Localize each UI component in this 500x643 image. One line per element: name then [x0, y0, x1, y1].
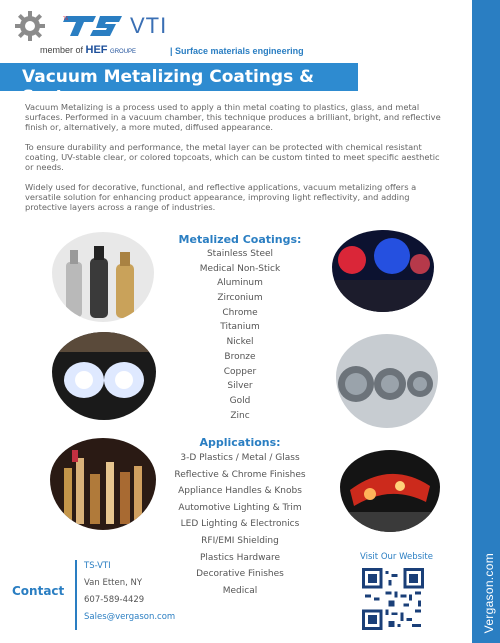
contact-details — [84, 558, 175, 626]
list-item: Automotive Lighting & Trim — [178, 502, 302, 513]
contact-divider — [75, 560, 77, 630]
police-lights-photo — [332, 230, 434, 312]
list-item: Stainless Steel — [206, 249, 274, 259]
phone-number[interactable]: 607-589-4429 — [84, 595, 145, 605]
intro-paragraph: Widely used for decorative, functional, and reflective applications, vacuum metalizing offers a versatile solution for enhancing product appearance, improving light reflectivity, and adding protective layers across a range of industries. — [25, 182, 417, 212]
cosmetics-photo — [50, 438, 156, 530]
list-item: Zirconium — [217, 293, 263, 304]
list-item: Decorative Finishes — [196, 569, 284, 580]
list-item: Medical — [222, 585, 258, 596]
coatings-list — [150, 233, 330, 423]
intro-paragraph: Vacuum Metalizing is a process used to apply a thin metal coating to plastics, glass, and metal surfaces. Performed in a vacuum chamber, this technique produces a brilliant, bright, and reflective finish or, alternatively, a more muted, diffused appearance. — [25, 102, 441, 132]
visit-website-label[interactable]: Visit Our Website — [360, 552, 433, 562]
intro-text — [25, 102, 445, 222]
coatings-heading: Metalized Coatings: — [178, 233, 302, 246]
hef-brand: HEF — [85, 44, 108, 56]
company-location: Van Etten, NY — [84, 578, 143, 588]
list-item: 3-D Plastics / Metal / Glass — [180, 453, 300, 463]
qr-code-icon[interactable] — [362, 568, 424, 630]
logo-vti-text: VTI — [130, 13, 168, 38]
headlights-photo — [52, 332, 156, 420]
ts-logo-mark — [62, 14, 124, 38]
applications-list — [150, 436, 330, 599]
list-item: LED Lighting & Electronics — [180, 519, 300, 530]
list-item: Copper — [223, 366, 257, 377]
title-banner — [0, 63, 358, 107]
list-item: Medical Non-Stick — [199, 263, 281, 274]
list-item: RFI/EMI Shielding — [201, 535, 279, 546]
list-item: Plastics Hardware — [199, 552, 281, 563]
taillights-photo — [340, 450, 440, 532]
bottles-photo — [52, 232, 154, 322]
list-item: Titanium — [220, 322, 260, 333]
list-item: Chrome — [222, 307, 258, 318]
list-item: Zinc — [230, 410, 250, 421]
list-item: Aluminum — [217, 278, 263, 289]
list-item: Nickel — [226, 337, 254, 348]
list-item: Reflective & Chrome Finishes — [174, 469, 306, 480]
list-item: Bronze — [224, 351, 256, 362]
list-item: Silver — [227, 381, 253, 392]
member-prefix: member of — [40, 45, 84, 55]
member-line — [40, 44, 136, 56]
intro-paragraph: To ensure durability and performance, the metal layer can be protected with chemical resistant coating, UV-stable clear, or colored topcoats, which can be custom tinted to meet specific aesthetic or needs. — [25, 142, 440, 172]
list-item: Gold — [229, 395, 251, 406]
sidebar-website-text[interactable]: Vergason.com — [482, 552, 496, 633]
company-name: TS-VTI — [84, 561, 111, 571]
company-logo — [10, 6, 310, 56]
page-title: Vacuum Metalizing Coatings & Systems — [22, 67, 314, 107]
logo-ts-text: TS — [63, 16, 68, 21]
right-sidebar — [472, 0, 500, 643]
gear-icon — [14, 10, 46, 42]
applications-heading: Applications: — [199, 436, 281, 449]
tagline: | Surface materials engineering — [170, 46, 304, 56]
hef-groupe: GROUPE — [110, 49, 137, 55]
washing-machines-photo — [336, 334, 438, 428]
list-item: Appliance Handles & Knobs — [178, 486, 302, 497]
email-link[interactable]: Sales@vergason.com — [84, 612, 176, 622]
contact-heading: Contact — [12, 584, 65, 598]
